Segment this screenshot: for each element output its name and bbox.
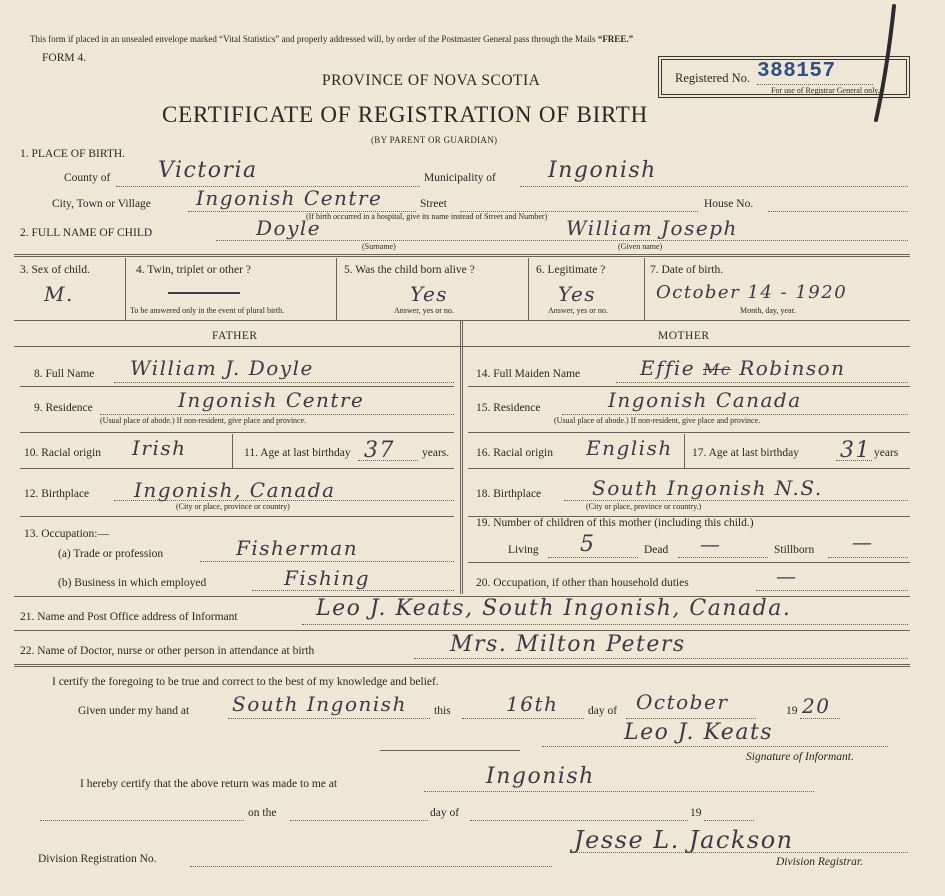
child-surname: Doyle — [256, 216, 322, 240]
sex-value: M. — [44, 282, 74, 306]
mother-racial-value: English — [586, 436, 673, 460]
stillborn-label: Stillborn — [774, 544, 815, 556]
mother-residence-label: 15. Residence — [476, 402, 541, 414]
living-value: 5 — [580, 532, 596, 557]
father-birthplace-note: (City or place, province or country) — [176, 502, 290, 511]
father-years-label: years. — [422, 447, 450, 459]
given-name-note: (Given name) — [618, 242, 663, 251]
year-prefix: 19 — [786, 705, 798, 717]
street-label: Street — [420, 198, 447, 210]
mother-heading: MOTHER — [658, 330, 710, 342]
mother-abode-note: (Usual place of abode.) If non-resident, give place and province. — [554, 416, 761, 425]
registered-number: 388157 — [757, 60, 836, 83]
child-name-label: 2. FULL NAME OF CHILD — [20, 227, 153, 239]
postal-notice — [30, 34, 633, 44]
stillborn-value: — — [852, 530, 874, 554]
mother-racial-label: 16. Racial origin — [476, 447, 553, 459]
legitimate-note: Answer, yes or no. — [548, 306, 608, 315]
given-year: 20 — [802, 694, 831, 718]
twin-note: To be answered only in the event of plural birth. — [130, 306, 285, 315]
trade-value: Fisherman — [236, 536, 359, 560]
registrar-note: For use of Registrar General only. — [771, 86, 880, 95]
mother-surname: Robinson — [731, 356, 846, 380]
father-occupation-label: 13. Occupation:— — [24, 528, 109, 540]
mother-name-value — [640, 356, 846, 380]
alive-label: 5. Was the child born alive ? — [344, 264, 475, 276]
father-name-value: William J. Doyle — [130, 356, 314, 380]
given-place: South Ingonish — [232, 692, 407, 716]
informant-signature-label: Signature of Informant. — [746, 751, 854, 763]
certificate-subtitle: (BY PARENT OR GUARDIAN) — [371, 135, 498, 145]
municipality-value: Ingonish — [548, 158, 657, 183]
children-label: 19. Number of children of this mother (including this child.) — [476, 517, 754, 529]
father-name-label: 8. Full Name — [34, 368, 95, 380]
alive-value: Yes — [410, 282, 449, 306]
mother-occupation-label: 20. Occupation, if other than household duties — [476, 577, 689, 589]
business-label: (b) Business in which employed — [58, 577, 207, 589]
registered-label: Registered No. — [675, 71, 750, 85]
given-day: 16th — [506, 692, 559, 716]
dead-label: Dead — [644, 544, 669, 556]
mother-name-label: 14. Full Maiden Name — [476, 368, 581, 380]
mother-occupation-value: — — [776, 564, 798, 588]
mother-birthplace-note: (City or place, province or country.) — [586, 502, 702, 511]
mother-birthplace-value: South Ingonish N.S. — [592, 476, 823, 500]
certificate-title: CERTIFICATE OF REGISTRATION OF BIRTH — [162, 102, 649, 127]
return-label: I hereby certify that the above return was made to me at — [80, 778, 338, 790]
free-mark: “FREE.” — [597, 34, 634, 44]
father-heading: FATHER — [212, 330, 258, 342]
day-of-label: day of — [588, 705, 618, 717]
father-birthplace-label: 12. Birthplace — [24, 488, 90, 500]
city-label: City, Town or Village — [52, 198, 151, 210]
father-residence-value: Ingonish Centre — [178, 388, 365, 412]
given-label: Given under my hand at — [78, 705, 190, 717]
given-month: October — [636, 690, 729, 714]
birth-date-value: October 14 - 1920 — [656, 282, 848, 303]
mother-name-strikeout: Mc — [703, 360, 732, 379]
alive-note: Answer, yes or no. — [394, 306, 454, 315]
registrar-signature: Jesse L. Jackson — [574, 826, 794, 854]
trade-label: (a) Trade or profession — [58, 548, 164, 560]
this-label: this — [434, 705, 451, 717]
municipality-label: Municipality of — [424, 172, 496, 184]
informant-label: 21. Name and Post Office address of Informant — [20, 611, 238, 623]
registrar-signature-label: Division Registrar. — [776, 856, 863, 868]
registrar-day-of-label: day of — [430, 807, 460, 819]
mother-first-name: Effie — [640, 356, 703, 380]
mother-years-label: years — [874, 447, 899, 459]
birth-date-label: 7. Date of birth. — [650, 264, 724, 276]
mother-age-label: 17. Age at last birthday — [692, 447, 799, 459]
father-residence-label: 9. Residence — [34, 402, 93, 414]
legitimate-value: Yes — [558, 282, 597, 306]
father-racial-label: 10. Racial origin — [24, 447, 101, 459]
dead-value: — — [700, 532, 722, 556]
father-age-value: 37 — [364, 438, 395, 463]
hospital-note: (If birth occurred in a hospital, give its name instead of Street and Number) — [306, 212, 548, 221]
informant-signature: Leo J. Keats — [624, 720, 774, 745]
birth-date-note: Month, day, year. — [740, 306, 796, 315]
postal-notice-text: This form if placed in an unsealed envelope marked “Vital Statistics” and properly addressed will, by order of the Postmaster General pass through the Mails — [30, 34, 596, 44]
county-value: Victoria — [158, 158, 258, 183]
legitimate-label: 6. Legitimate ? — [536, 264, 606, 276]
father-abode-note: (Usual place of abode.) If non-resident, give place and province. — [100, 416, 307, 425]
business-value: Fishing — [284, 566, 370, 590]
mother-age-value: 31 — [840, 438, 871, 463]
form-number: FORM 4. — [42, 52, 87, 64]
mother-residence-value: Ingonish Canada — [608, 388, 802, 412]
certify-statement: I certify the foregoing to be true and correct to the best of my knowledge and belief. — [52, 676, 439, 688]
living-label: Living — [508, 544, 539, 556]
sex-label: 3. Sex of child. — [20, 264, 90, 276]
province-heading: PROVINCE OF NOVA SCOTIA — [322, 72, 541, 89]
informant-value: Leo J. Keats, South Ingonish, Canada. — [316, 596, 792, 621]
return-place: Ingonish — [486, 764, 595, 789]
registrar-year-prefix: 19 — [690, 807, 702, 819]
father-birthplace-value: Ingonish, Canada — [134, 478, 336, 502]
county-label: County of — [64, 172, 111, 184]
father-age-label: 11. Age at last birthday — [244, 447, 351, 459]
on-the-label: on the — [248, 807, 277, 819]
house-no-label: House No. — [704, 198, 754, 210]
city-value: Ingonish Centre — [196, 186, 383, 210]
division-no-label: Division Registration No. — [38, 853, 157, 865]
twin-label: 4. Twin, triplet or other ? — [136, 264, 251, 276]
surname-note: (Surname) — [362, 242, 396, 251]
father-racial-value: Irish — [132, 436, 187, 460]
pen-stroke-mark — [860, 4, 900, 124]
doctor-label: 22. Name of Doctor, nurse or other person in attendance at birth — [20, 645, 315, 657]
child-given-name: William Joseph — [566, 216, 738, 240]
place-heading: 1. PLACE OF BIRTH. — [20, 148, 126, 160]
doctor-value: Mrs. Milton Peters — [450, 632, 686, 657]
mother-birthplace-label: 18. Birthplace — [476, 488, 542, 500]
